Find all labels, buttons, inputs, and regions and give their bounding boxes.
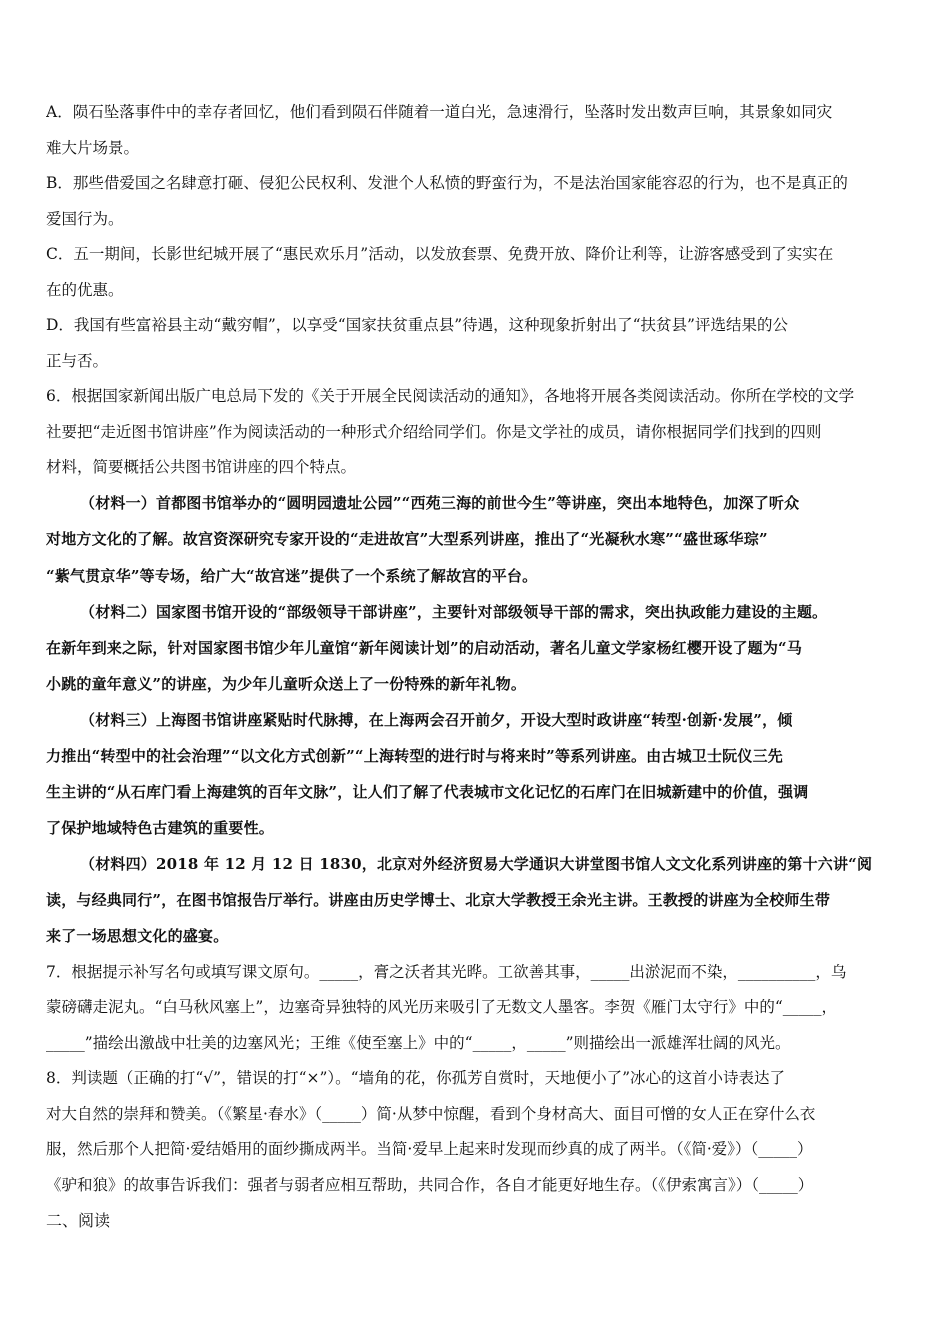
section-heading-reading: 二、阅读 <box>46 1211 111 1230</box>
material-1-line-1: （材料一）首都图书馆举办的“圆明园遗址公园”“西苑三海的前世今生”等讲座，突出本地特色，加深了听众 <box>80 494 800 512</box>
question-6-line-3: 材料，简要概括公共图书馆讲座的四个特点。 <box>46 458 357 476</box>
material-4-line-3: 来了一场思想文化的盛宴。 <box>46 927 229 945</box>
option-d-line-1: D．我国有些富裕县主动“戴穷帽”，以享受“国家扶贫重点县”待遇，这种现象折射出了“扶贫县”评选结果的公 <box>46 316 788 334</box>
option-b-line-2: 爱国行为。 <box>46 210 124 228</box>
option-a-line-1: A．陨石坠落事件中的幸存者回忆，他们看到陨石伴随着一道白光，急速滑行，坠落时发出数声巨响，其景象如同灾 <box>46 103 833 121</box>
material-2-line-2: 在新年到来之际，针对国家图书馆少年儿童馆“新年阅读计划”的启动活动，著名儿童文学家杨红樱开设了题为“马 <box>46 639 803 657</box>
option-a-line-2: 难大片场景。 <box>46 139 140 157</box>
question-7-line-3: _____”描绘出激战中壮美的边塞风光；王维《使至塞上》中的“_____，_____”则描绘出一派雄浑壮阔的风光。 <box>46 1034 791 1052</box>
material-2-line-3: 小跳的童年意义”的讲座，为少年儿童听众送上了一份特殊的新年礼物。 <box>46 675 527 693</box>
question-8-line-3: 服，然后那个人把简·爱结婚用的面纱撕成两半。当简·爱早上起来时发现而纱真的成了两半。（《简·爱》）（_____） <box>46 1140 813 1158</box>
material-2-line-1: （材料二）国家图书馆开设的“部级领导干部讲座”，主要针对部级领导干部的需求，突出执政能力建设的主题。 <box>80 603 828 621</box>
question-8-line-2: 对大自然的崇拜和赞美。（《繁星·春水》（_____）简·从梦中惊醒，看到个身材高大、面目可憎的女人正在穿什么衣 <box>46 1105 816 1123</box>
question-6-line-1: 6．根据国家新闻出版广电总局下发的《关于开展全民阅读活动的通知》，各地将开展各类阅读活动。你所在学校的文学 <box>46 387 855 405</box>
material-3-line-3: 生主讲的“从石库门看上海建筑的百年文脉”，让人们了解了代表城市文化记忆的石库门在旧城新建中的价值，强调 <box>46 783 809 801</box>
material-1-line-3: “紫气贯京华”等专场，给广大“故宫迷”提供了一个系统了解故宫的平台。 <box>46 567 538 585</box>
question-8-line-4: 《驴和狼》的故事告诉我们：强者与弱者应相互帮助，共同合作，各自才能更好地生存。（《伊索寓言》）（_____） <box>46 1176 814 1194</box>
material-4-line-1: （材料四）2018 年 12 月 12 日 1830，北京对外经济贸易大学通识大讲堂图书馆人文文化系列讲座的第十六讲“阅 <box>80 855 873 873</box>
option-c-line-1: C．五一期间，长影世纪城开展了“惠民欢乐月”活动，以发放套票、免费开放、降价让利等，让游客感受到了实实在 <box>46 245 834 263</box>
material-3-line-1: （材料三）上海图书馆讲座紧贴时代脉搏，在上海两会召开前夕，开设大型时政讲座“转型·创新·发展”，倾 <box>80 711 793 729</box>
question-7-line-1: 7．根据提示补写名句或填写课文原句。_____，膏之沃者其光晔。工欲善其事，_____出淤泥而不染，__________，乌 <box>46 963 847 981</box>
question-6-line-2: 社要把“走近图书馆讲座”作为阅读活动的一种形式介绍给同学们。你是文学社的成员，请你根据同学们找到的四则 <box>46 423 822 441</box>
material-3-line-4: 了保护地域特色古建筑的重要性。 <box>46 819 275 837</box>
option-c-line-2: 在的优惠。 <box>46 281 124 299</box>
material-1-line-2: 对地方文化的了解。故宫资深研究专家开设的“走进故宫”大型系列讲座，推出了“光凝秋水寒”“盛世琢华琮” <box>46 530 768 548</box>
question-8-line-1: 8．判读题（正确的打“√”，错误的打“×”）。“墙角的花，你孤芳自赏时，天地便小了”冰心的这首小诗表达了 <box>46 1069 786 1087</box>
material-3-line-2: 力推出“转型中的社会治理”“以文化方式创新”“上海转型的进行时与将来时”等系列讲座。由古城卫士阮仪三先 <box>46 747 783 765</box>
question-7-line-2: 蒙磅礴走泥丸。“白马秋风塞上”，边塞奇异独特的风光历来吸引了无数文人墨客。李贺《雁门太守行》中的“_____， <box>46 998 838 1016</box>
option-b-line-1: B．那些借爱国之名肆意打砸、侵犯公民权利、发泄个人私愤的野蛮行为，不是法治国家能容忍的行为，也不是真正的 <box>46 174 848 192</box>
option-d-line-2: 正与否。 <box>46 352 109 370</box>
material-4-line-2: 读，与经典同行”，在图书馆报告厅举行。讲座由历史学博士、北京大学教授王余光主讲。王教授的讲座为全校师生带 <box>46 891 831 909</box>
